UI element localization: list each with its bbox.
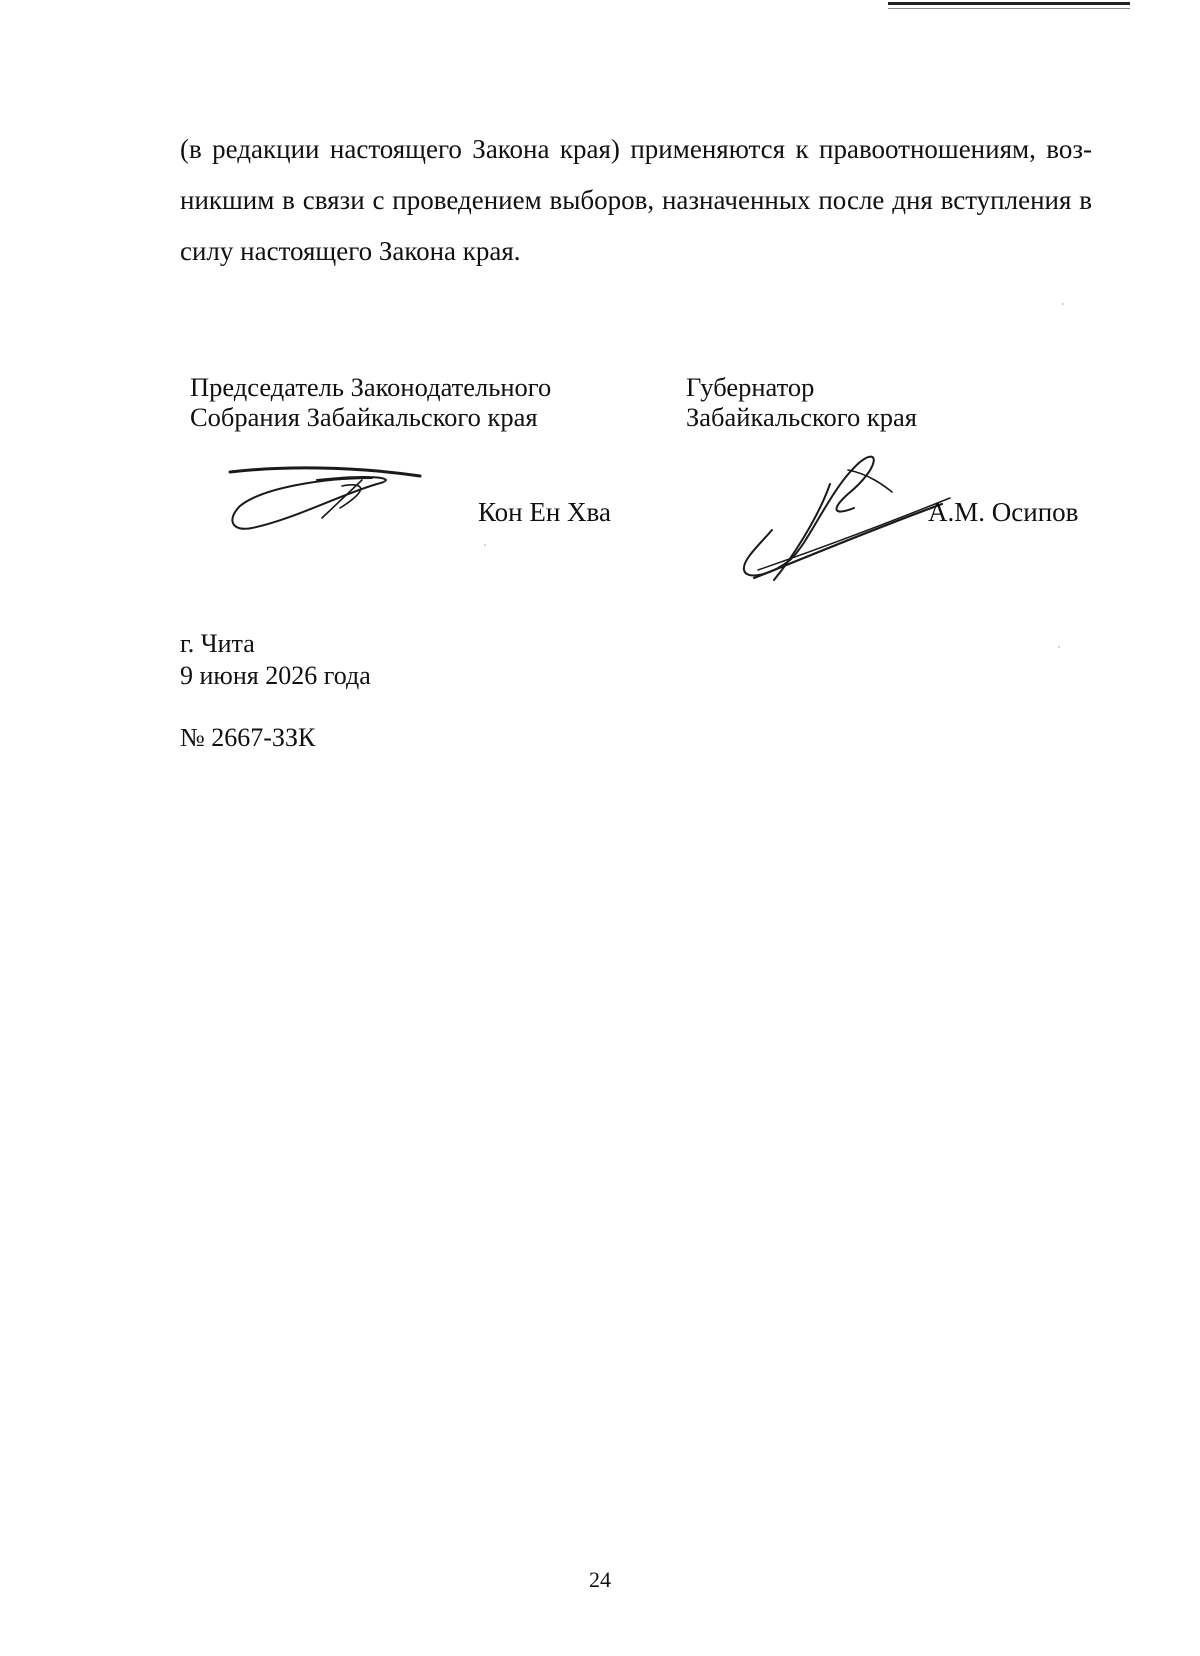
body-line-3: силу настоящего Закона края. [180,236,521,266]
scan-speck [484,544,486,546]
body-line-1: (в редакции настоящего Закона края) применяются к правоотношениям, воз- [180,134,1092,164]
left-title-line-1: Председатель Законодательного [190,372,552,402]
right-title-line-1: Губернатор [686,372,815,402]
left-title-line-2: Собрания Забайкальского края [190,402,538,432]
scan-speck [1058,646,1060,648]
page-number: 24 [589,1567,611,1592]
place: г. Чита [180,629,255,658]
right-signatory-name: А.М. Осипов [928,497,1079,527]
body-line-2: никшим в связи с проведением выборов, назначенных после дня вступления в [180,185,1092,215]
body-paragraph [180,124,1092,277]
left-signature [222,462,427,534]
left-signatory-title [190,372,551,432]
header-rule-thin [888,8,1130,9]
left-signatory-name: Кон Ен Хва [478,497,611,527]
right-signatory-title [686,372,917,432]
right-title-line-2: Забайкальского края [686,402,917,432]
header-rule [888,2,1130,5]
law-number: № 2667-ЗЗК [180,723,316,752]
scan-speck [1062,303,1064,305]
date: 9 июня 2026 года [180,661,371,690]
right-signature [730,448,960,588]
